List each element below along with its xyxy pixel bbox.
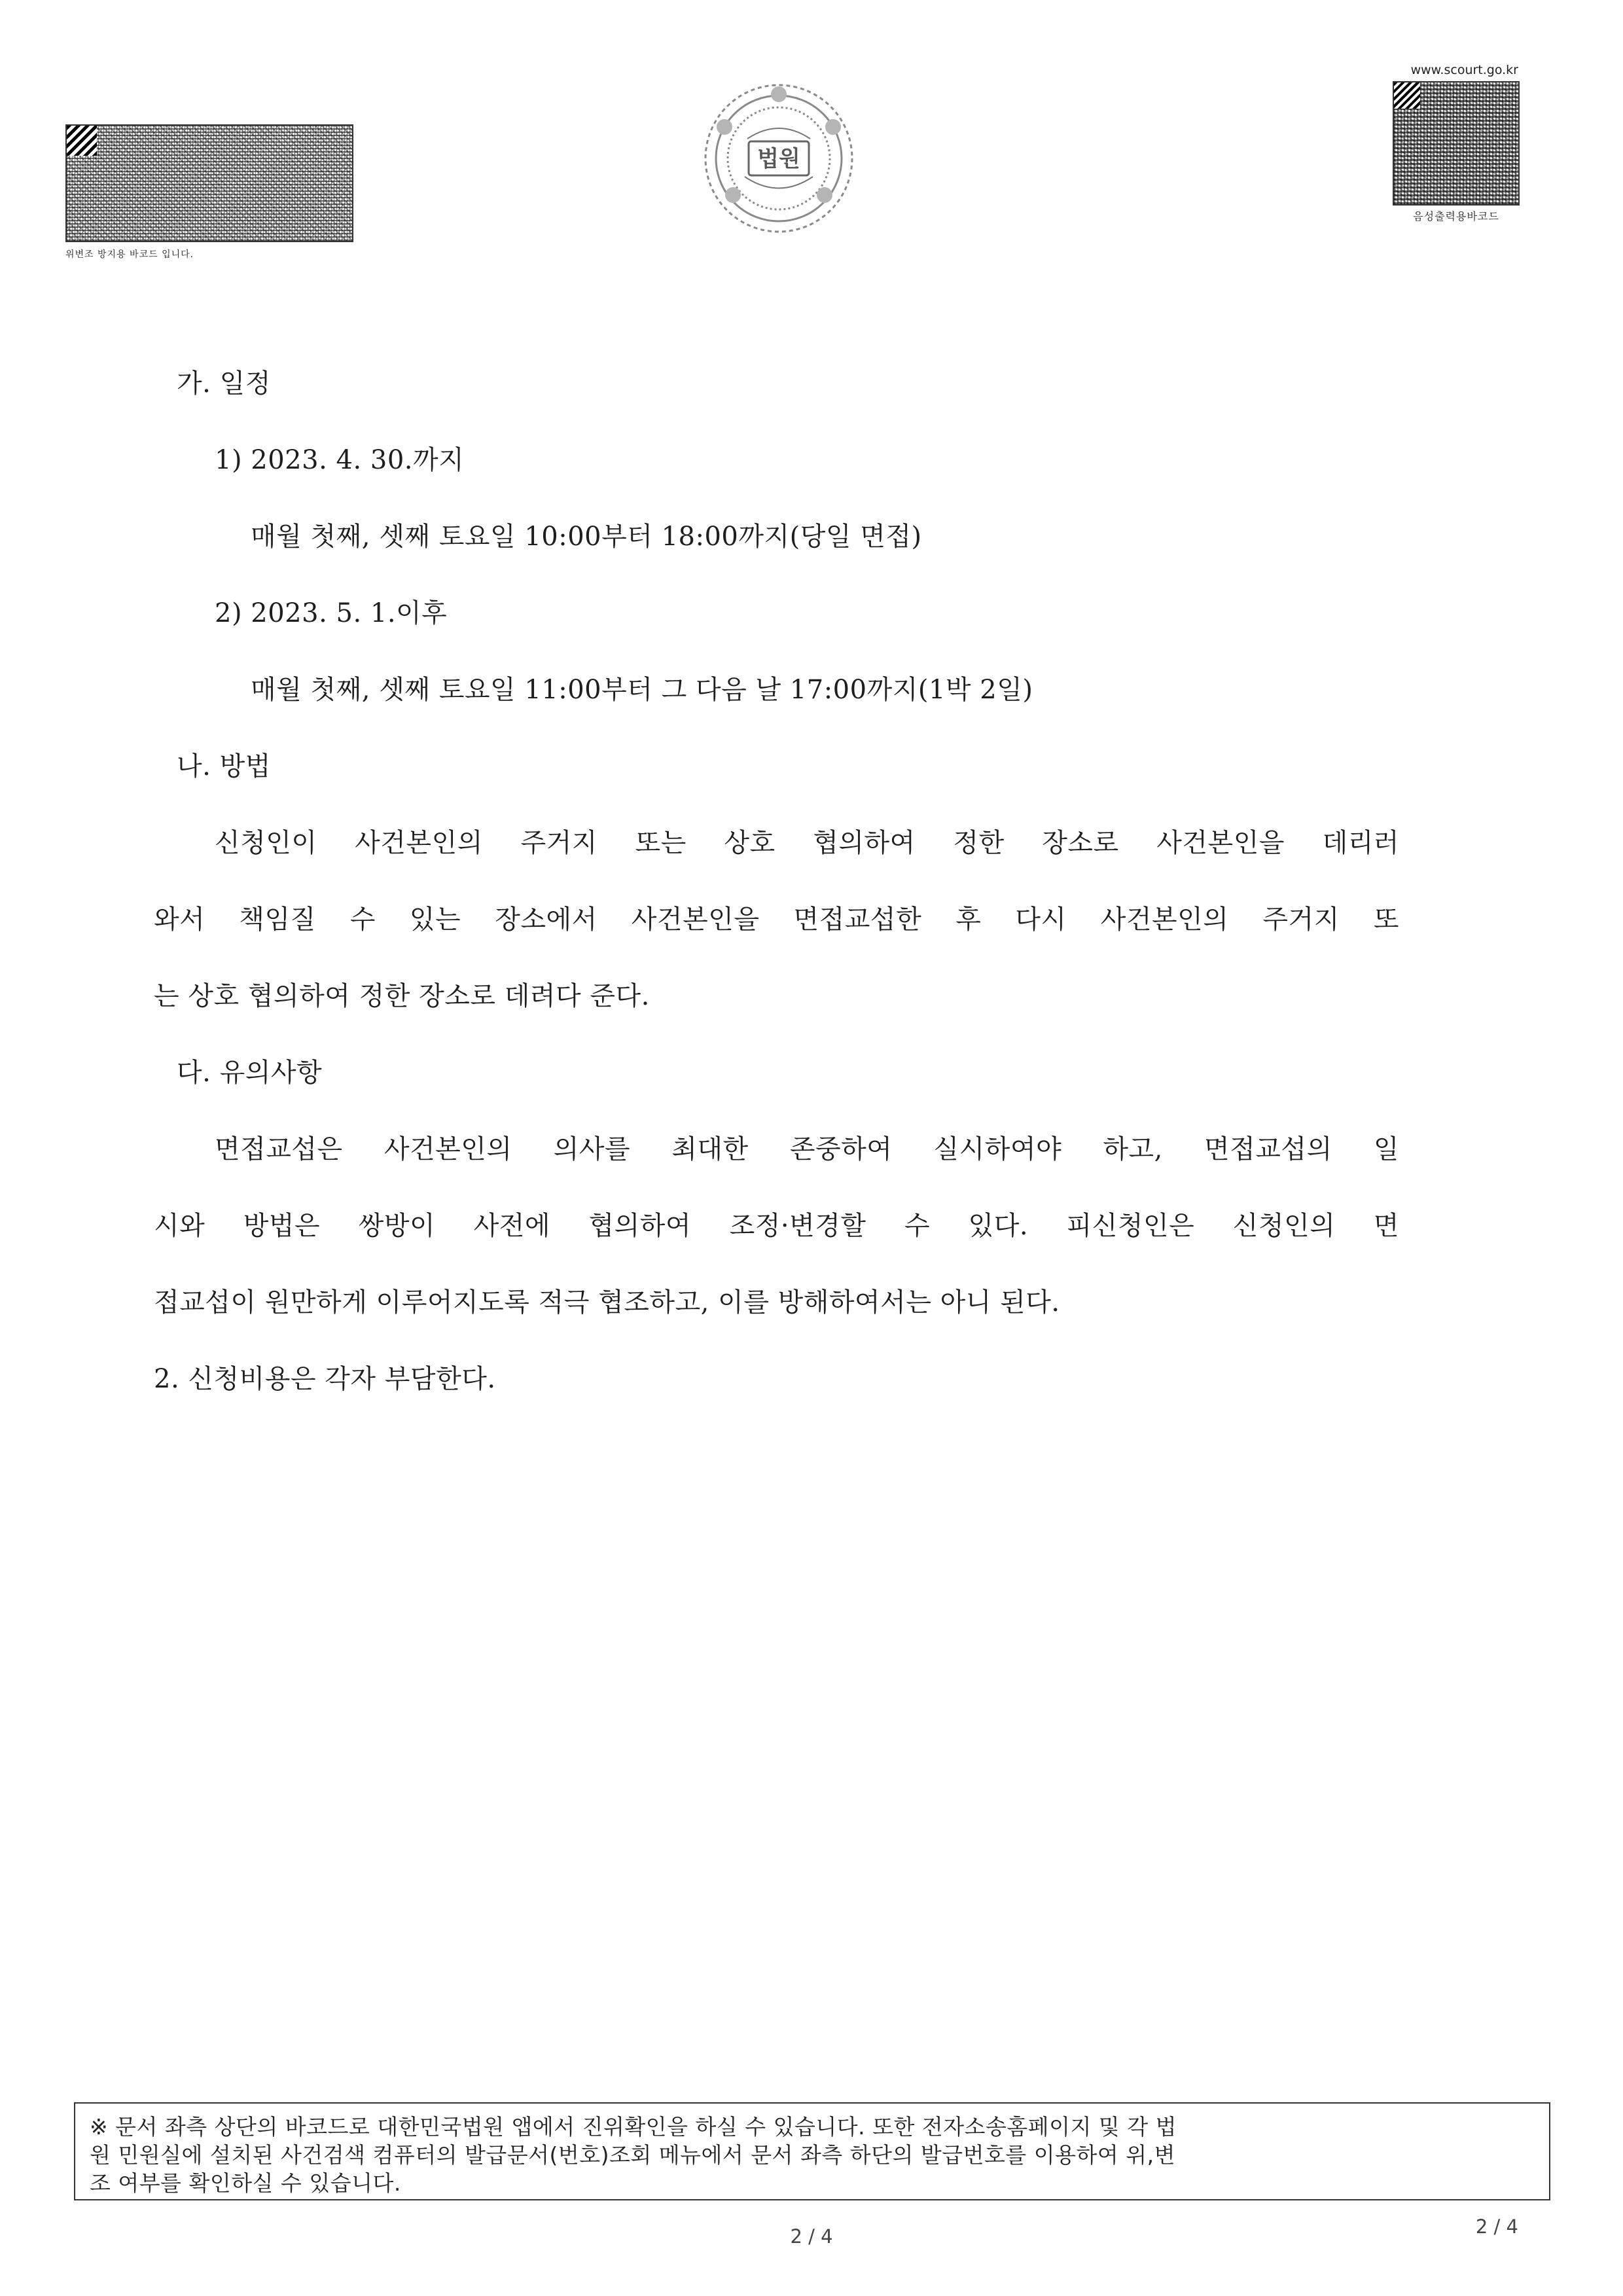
section-heading-schedule: 가. 일정 [177, 368, 271, 399]
page-number-corner: 2 / 4 [1475, 2215, 1518, 2238]
notice-line: ※ 문서 좌측 상단의 바코드로 대한민국법원 앱에서 진위확인을 하실 수 있습니다. 또한 전자소송홈페이지 및 각 법 [90, 2114, 1177, 2140]
court-site-url: www.scourt.go.kr [1410, 63, 1518, 77]
schedule-item-2: 2) 2023. 5. 1.이후 [215, 598, 448, 628]
section-heading-method: 나. 방법 [177, 751, 271, 781]
cost-clause: 2. 신청비용은 각자 부담한다. [154, 1364, 496, 1394]
barcode-corner-mark [1394, 82, 1420, 109]
notes-paragraph-line: 면접교섭은 사건본인의 의사를 최대한 존중하여 실시하여야 하고, 면접교섭의 일 [215, 1134, 1399, 1164]
notes-paragraph-line: 접교섭이 원만하게 이루어지도록 적극 협조하고, 이를 방해하여서는 아니 된다. [154, 1287, 1060, 1318]
schedule-item-1: 1) 2023. 4. 30.까지 [215, 445, 465, 475]
notes-paragraph-line: 시와 방법은 쌍방이 사전에 협의하여 조정·변경할 수 있다. 피신청인은 신청인의 면 [154, 1211, 1399, 1241]
seal-text: 법원 [757, 146, 800, 172]
method-paragraph-line: 와서 책임질 수 있는 장소에서 사건본인을 면접교섭한 후 다시 사건본인의 주거지 또 [154, 905, 1399, 935]
voice-barcode-caption: 음성출력용바코드 [1413, 210, 1499, 223]
method-paragraph-line: 는 상호 협의하여 정한 장소로 데려다 준다. [154, 981, 650, 1011]
anti-forgery-barcode [65, 124, 353, 242]
schedule-item-2-detail: 매월 첫째, 셋째 토요일 11:00부터 그 다음 날 17:00까지(1박 2일) [251, 675, 1033, 705]
schedule-item-1-detail: 매월 첫째, 셋째 토요일 10:00부터 18:00까지(당일 면접) [251, 522, 922, 552]
page-number: 2 / 4 [790, 2225, 833, 2248]
verification-notice [74, 2102, 1550, 2200]
anti-forgery-caption: 위변조 방지용 바코드 입니다. [65, 249, 194, 260]
voice-output-barcode [1393, 81, 1520, 206]
court-seal-emblem [699, 79, 859, 238]
section-heading-notes: 다. 유의사항 [177, 1058, 323, 1088]
notice-line: 조 여부를 확인하실 수 있습니다. [90, 2170, 401, 2196]
barcode-corner-mark [67, 126, 97, 156]
method-paragraph-line: 신청인이 사건본인의 주거지 또는 상호 협의하여 정한 장소로 사건본인을 데리러 [215, 828, 1399, 858]
notice-line: 원 민원실에 설치된 사건검색 컴퓨터의 발급문서(번호)조회 메뉴에서 문서 좌측 하단의 발급번호를 이용하여 위,변 [90, 2142, 1176, 2168]
